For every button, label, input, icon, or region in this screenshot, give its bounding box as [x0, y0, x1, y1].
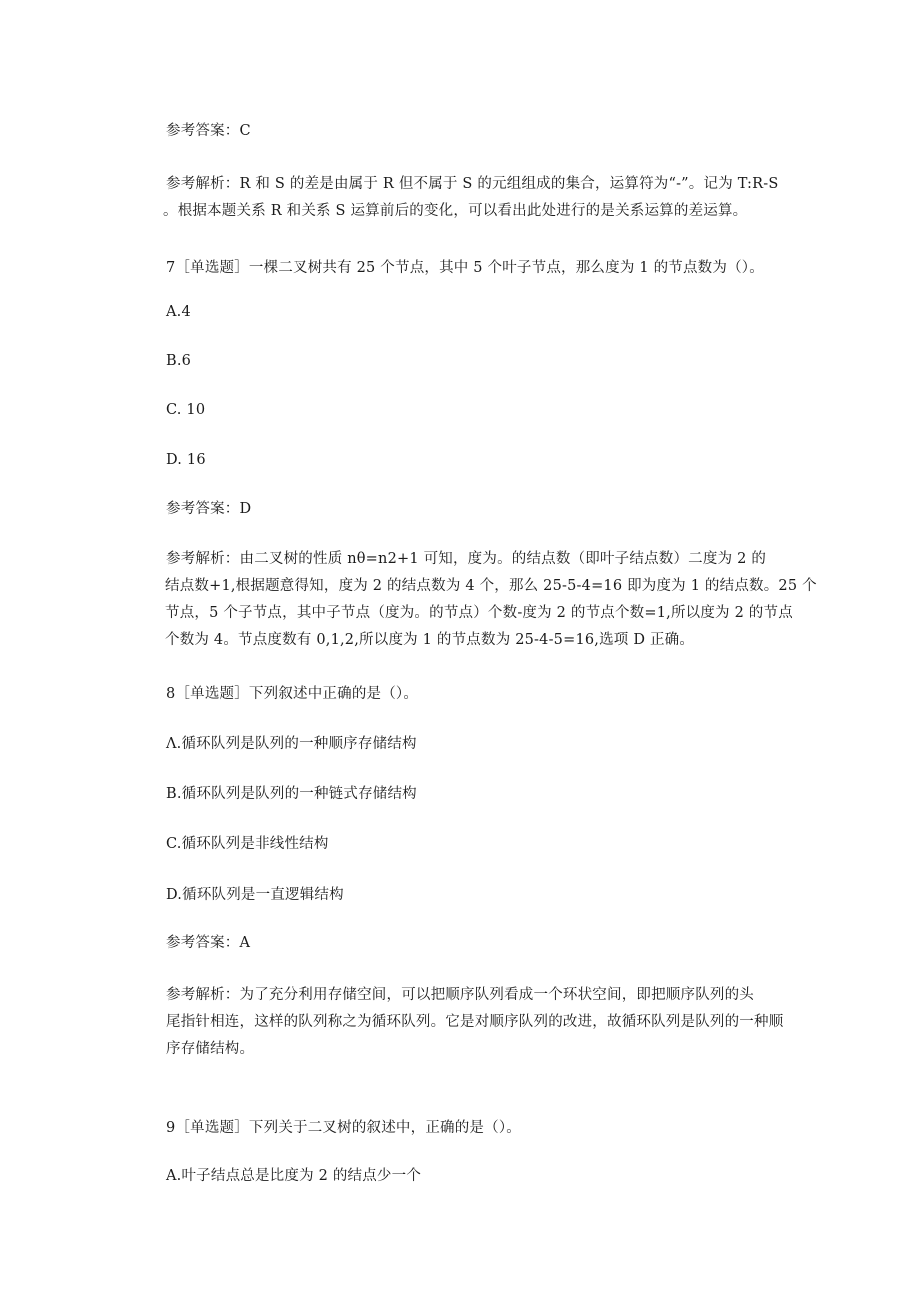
q9-option-a: A.叶子结点总是比度为 2 的结点少一个 — [166, 1168, 422, 1184]
q7-answer: 参考答案：D — [166, 501, 252, 517]
q7-option-b: B.6 — [166, 353, 192, 369]
q8-answer: 参考答案：A — [166, 935, 251, 951]
q8-option-b: B.循环队列是队列的一种链式存储结构 — [166, 786, 417, 802]
q8-option-d: D.循环队列是一直逻辑结构 — [166, 887, 344, 903]
q7-option-d: D. 16 — [166, 452, 206, 468]
q7-analysis-line-2: 结点数+1,根据题意得知，度为 2 的结点数为 4 个，那么 25-5-4=16 即为度为 1 的结点数。25 个 — [165, 578, 817, 594]
q8-option-c: C.循环队列是非线性结构 — [166, 836, 329, 852]
q8-option-a: Λ.循环队列是队列的一种顺序存储结构 — [166, 736, 417, 752]
q7-stem: 7［单选题］一棵二叉树共有 25 个节点，其中 5 个叶子节点，那么度为 1 的节点数为（）。 — [166, 260, 764, 276]
q7-option-c: C. 10 — [166, 402, 206, 418]
q8-stem: 8［单选题］下列叙述中正确的是（）。 — [166, 686, 419, 702]
q7-analysis-line-1: 参考解析：由二叉树的性质 nθ=n2+1 可知，度为。的结点数（即叶子结点数）二度为 2 的 — [166, 551, 767, 567]
q8-analysis-line-3: 序存储结构。 — [166, 1041, 255, 1057]
q8-analysis-line-2: 尾指针相连，这样的队列称之为循环队列。它是对顺序队列的改进，故循环队列是队列的一种顺 — [166, 1014, 784, 1030]
q9-stem: 9［单选题］下列关于二叉树的叙述中，正确的是（）。 — [166, 1120, 521, 1136]
q6-analysis — [163, 171, 786, 225]
q7-analysis-line-4: 个数为 4。节点度数有 0,1,2,所以度为 1 的节点数为 25-4-5=16,选项 D 正确。 — [165, 632, 695, 648]
q6-answer: 参考答案：C — [166, 123, 251, 139]
q8-analysis — [166, 982, 786, 1063]
q7-analysis-line-3: 节点，5 个子节点，其中子节点（度为。的节点）个数-度为 2 的节点个数=1,所以度为 2 的节点 — [165, 605, 793, 621]
q7-option-a: A.4 — [166, 304, 191, 320]
q7-analysis — [165, 546, 817, 654]
q8-analysis-line-1: 参考解析：为了充分利用存储空间，可以把顺序队列看成一个环状空间，即把顺序队列的头 — [166, 987, 754, 1003]
q6-analysis-line-1: 参考解析：R 和 S 的差是由属于 R 但不属于 S 的元组组成的集合，运算符为“-”。记为 T:R-S — [166, 176, 779, 192]
q6-analysis-line-2: 。根据本题关系 R 和关系 S 运算前后的变化，可以看出此处进行的是关系运算的差运算。 — [163, 203, 748, 219]
